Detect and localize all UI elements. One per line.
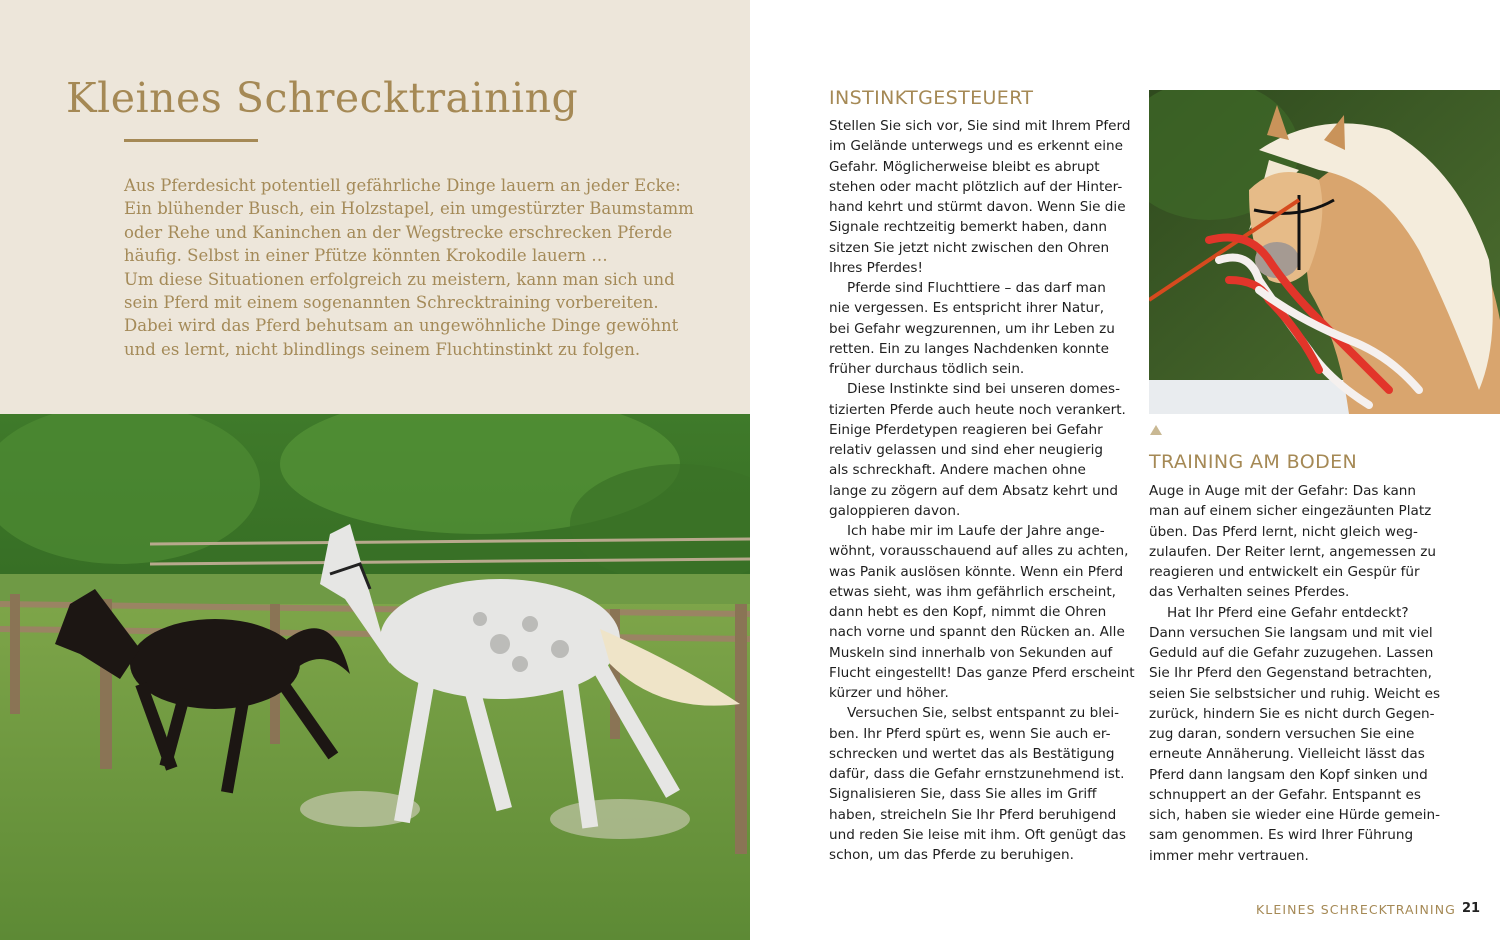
intro-line: oder Rehe und Kaninchen an der Wegstrecke erschrecken Pferde bbox=[124, 222, 673, 242]
text-line: Sie Ihr Pferd den Gegenstand betrachten, bbox=[1149, 665, 1432, 682]
text-line: kürzer und höher. bbox=[829, 685, 949, 701]
text-line: Gefahr. Möglicherweise bleibt es abrupt bbox=[829, 158, 1100, 175]
caption-arrow-icon bbox=[1150, 425, 1162, 435]
text-line: Einige Pferdetypen reagieren bei Gefahr bbox=[829, 421, 1103, 438]
text-line: reagieren und entwickelt ein Gespür für bbox=[1149, 564, 1420, 580]
text-line: nie vergessen. Es entspricht ihrer Natur, bbox=[829, 300, 1105, 317]
text-line: relativ gelassen und sind eher neugierig bbox=[829, 442, 1104, 458]
text-line: Hat Ihr Pferd eine Gefahr entdeckt? bbox=[1167, 604, 1409, 621]
text-line: Pferde sind Fluchttiere – das darf man bbox=[847, 280, 1106, 296]
text-line: erneute Annäherung. Vielleicht lässt das bbox=[1149, 746, 1425, 763]
title-underline bbox=[124, 139, 258, 142]
text-line: etwas sieht, was ihm gefährlich erscheint, bbox=[829, 583, 1116, 600]
intro-line: Ein blühender Busch, ein Holzstapel, ein umgestürzter Baumstamm bbox=[124, 199, 694, 219]
text-line: wöhnt, vorausschauend auf alles zu achten, bbox=[829, 543, 1129, 560]
page-number: 21 bbox=[1462, 901, 1481, 916]
text-line: tizierten Pferde auch heute noch verankert. bbox=[829, 401, 1126, 418]
text-line: lange zu zögern auf dem Absatz kehrt und bbox=[829, 482, 1119, 499]
text-line: Versuchen Sie, selbst entspannt zu blei- bbox=[847, 705, 1120, 722]
text-line: ben. Ihr Pferd spürt es, wenn Sie auch er- bbox=[829, 725, 1111, 742]
page-title: Kleines Schrecktraining bbox=[66, 74, 579, 122]
body-column-1 bbox=[829, 116, 1135, 865]
text-line: Diese Instinkte sind bei unseren domes- bbox=[847, 381, 1121, 398]
text-line: üben. Das Pferd lernt, nicht gleich weg- bbox=[1149, 523, 1418, 540]
text-line: bei Gefahr wegzurennen, um ihr Leben zu bbox=[829, 320, 1115, 337]
intro-line: Um diese Situationen erfolgreich zu meistern, kann man sich und bbox=[124, 269, 675, 289]
text-line: zug daran, sondern versuchen Sie eine bbox=[1149, 726, 1415, 742]
text-line: früher durchaus tödlich sein. bbox=[829, 361, 1025, 377]
text-line: stehen oder macht plötzlich auf der Hinter- bbox=[829, 178, 1123, 195]
text-line: schnuppert an der Gefahr. Entspannt es bbox=[1149, 786, 1421, 803]
text-line: zurück, hindern Sie es nicht durch Gegen- bbox=[1149, 705, 1435, 722]
text-line: Auge in Auge mit der Gefahr: Das kann bbox=[1149, 483, 1417, 499]
text-line: Signale rechtzeitig bemerkt haben, dann bbox=[829, 219, 1107, 236]
section-heading-training: TRAINING AM BODEN bbox=[1149, 451, 1358, 473]
text-line: galoppieren davon. bbox=[829, 502, 961, 519]
text-line: was Panik auslösen könnte. Wenn ein Pferd bbox=[829, 563, 1124, 580]
intro-line: und es lernt, nicht blindlings seinem Fluchtinstinkt zu folgen. bbox=[124, 339, 641, 359]
text-line: Ich habe mir im Laufe der Jahre ange- bbox=[847, 523, 1105, 539]
text-line: schrecken und wertet das als Bestätigung bbox=[829, 745, 1115, 762]
text-line: im Gelände unterwegs und es erkennt eine bbox=[829, 138, 1123, 155]
text-line: als schreckhaft. Andere machen ohne bbox=[829, 462, 1086, 479]
text-line: sam genommen. Es wird Ihrer Führung bbox=[1149, 827, 1414, 844]
text-line: Dann versuchen Sie langsam und mit viel bbox=[1149, 624, 1433, 641]
text-line: dafür, dass die Gefahr ernstzunehmend ist. bbox=[829, 766, 1125, 782]
text-line: zulaufen. Der Reiter lernt, angemessen zu bbox=[1149, 543, 1437, 560]
text-line: retten. Ein zu langes Nachdenken konnte bbox=[829, 340, 1109, 357]
text-line: das Verhalten seines Pferdes. bbox=[1149, 584, 1350, 601]
text-line: man auf einem sicher eingezäunten Platz bbox=[1149, 503, 1432, 520]
photo-horse-with-ribbon bbox=[1149, 90, 1500, 414]
text-line: immer mehr vertrauen. bbox=[1149, 847, 1309, 864]
text-line: Signalisieren Sie, dass Sie alles im Griff bbox=[829, 786, 1097, 803]
intro-line: sein Pferd mit einem sogenannten Schrecktraining vorbereiten. bbox=[124, 293, 659, 313]
text-line: sitzen Sie jetzt nicht zwischen den Ohren bbox=[829, 239, 1110, 256]
text-line: Flucht eingestellt! Das ganze Pferd erscheint bbox=[829, 664, 1135, 681]
text-line: Ihres Pferdes! bbox=[829, 259, 923, 276]
text-line: schon, um das Pferde zu beruhigen. bbox=[829, 847, 1074, 863]
section-heading-instinkt: INSTINKTGESTEUERT bbox=[829, 87, 1034, 109]
text-line: und reden Sie leise mit ihm. Oft genügt das bbox=[829, 826, 1126, 843]
intro-line: Aus Pferdesicht potentiell gefährliche Dinge lauern an jeder Ecke: bbox=[124, 176, 681, 195]
text-line: sich, haben sie wieder eine Hürde gemein- bbox=[1149, 807, 1441, 823]
text-line: Stellen Sie sich vor, Sie sind mit Ihrem Pferd bbox=[829, 118, 1131, 134]
text-line: haben, streicheln Sie Ihr Pferd beruhigend bbox=[829, 806, 1117, 823]
text-line: Pferd dann langsam den Kopf sinken und bbox=[1149, 766, 1428, 783]
text-line: Geduld auf die Gefahr zuzugehen. Lassen bbox=[1149, 645, 1434, 661]
text-line: hand kehrt und stürmt davon. Wenn Sie die bbox=[829, 199, 1126, 215]
intro-text bbox=[124, 174, 694, 361]
photo-galloping-horses bbox=[0, 414, 750, 940]
text-line: dann hebt es den Kopf, nimmt die Ohren bbox=[829, 604, 1107, 620]
running-title: KLEINES SCHRECKTRAINING bbox=[1256, 902, 1456, 917]
text-line: seien Sie selbstsicher und ruhig. Weicht es bbox=[1149, 685, 1441, 702]
text-line: nach vorne und spannt den Rücken an. Alle bbox=[829, 624, 1125, 641]
text-line: Muskeln sind innerhalb von Sekunden auf bbox=[829, 644, 1113, 661]
body-column-2 bbox=[1149, 481, 1440, 866]
intro-line: Dabei wird das Pferd behutsam an ungewöhnliche Dinge gewöhnt bbox=[124, 316, 679, 336]
intro-line: häufig. Selbst in einer Pfütze könnten Krokodile lauern … bbox=[124, 246, 608, 266]
